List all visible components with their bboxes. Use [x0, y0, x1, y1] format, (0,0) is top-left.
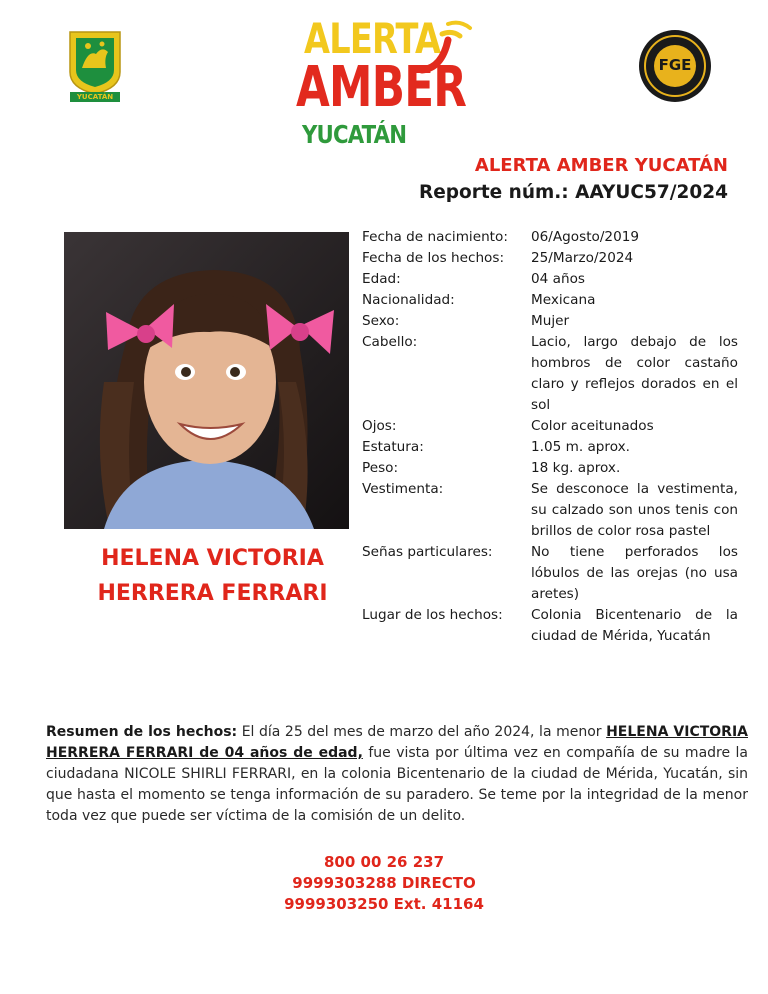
detail-row: [362, 332, 738, 416]
report-number: Reporte núm.: AAYUC57/2024: [418, 182, 728, 203]
summary-paragraph: [46, 722, 748, 827]
fge-seal-text: FGE: [658, 56, 692, 74]
detail-value: Colonia Bicentenario de la ciudad de Mérida, Yucatán: [531, 607, 738, 644]
detail-value: Color aceitunados: [531, 418, 654, 434]
detail-label: Edad:: [362, 271, 401, 287]
detail-row: [362, 269, 738, 290]
detail-row: [362, 311, 738, 332]
detail-row: [362, 542, 738, 605]
phone-extension: 9999303250 Ext. 41164: [284, 895, 484, 913]
child-name-line1: HELENA VICTORIA: [101, 546, 324, 571]
detail-label: Fecha de los hechos:: [362, 250, 505, 266]
phone-hotline: 800 00 26 237: [323, 853, 445, 871]
logo-word-amber: AMBER: [296, 55, 467, 120]
logo-word-alerta: ALERTA: [304, 14, 441, 63]
detail-value: 18 kg. aprox.: [531, 460, 621, 476]
summary-child-name: HELENA VICTORIA HERRERA FERRARI de 04 años de edad,: [46, 724, 748, 761]
signal-waves-icon: [412, 20, 474, 82]
detail-label: Lugar de los hechos:: [362, 607, 503, 623]
alerta-amber-logo: [294, 14, 474, 148]
child-photo: [64, 232, 349, 529]
fge-seal-logo: [637, 28, 713, 104]
detail-row: [362, 605, 738, 647]
phone-direct: 9999303288 DIRECTO: [292, 874, 476, 892]
yucatan-shield-logo: [66, 28, 124, 104]
detail-label: Fecha de nacimiento:: [362, 229, 508, 245]
detail-value: 1.05 m. aprox.: [531, 439, 630, 455]
detail-value: Lacio, largo debajo de los hombros de color castaño claro y reflejos dorados en el sol: [531, 334, 738, 413]
detail-value: No tiene perforados los lóbulos de las orejas (no usa aretes): [531, 544, 738, 602]
detail-label: Cabello:: [362, 334, 418, 350]
details-table: [362, 227, 738, 647]
detail-value: Se desconoce la vestimenta, su calzado son unos tenis con brillos de color rosa pastel: [531, 481, 738, 539]
child-name-line2: HERRERA FERRARI: [97, 581, 328, 606]
alert-title: ALERTA AMBER YUCATÁN: [474, 155, 728, 176]
detail-label: Estatura:: [362, 439, 424, 455]
detail-row: [362, 416, 738, 437]
detail-label: Ojos:: [362, 418, 397, 434]
detail-row: [362, 248, 738, 269]
summary-text-2: fue vista por última vez en compañía de su madre la ciudadana NICOLE SHIRLI FERRARI, en la colonia Bicentenario de la ciudad de Mérida, Yucatán, sin que hasta el momento se tenga información de su paradero. Se teme por la integridad de la menor toda vez que puede ser víctima de la comisión de un delito.: [46, 745, 748, 824]
summary-label: Resumen de los hechos:: [46, 724, 238, 740]
detail-label: Nacionalidad:: [362, 292, 455, 308]
detail-label: Señas particulares:: [362, 544, 493, 560]
detail-value: Mexicana: [531, 292, 596, 308]
detail-value: Mujer: [531, 313, 570, 329]
contact-phones: [0, 852, 768, 915]
logo-word-yucatan: YUCATÁN: [302, 120, 407, 149]
detail-label: Sexo:: [362, 313, 400, 329]
detail-row: [362, 227, 738, 248]
detail-label: Vestimenta:: [362, 481, 444, 497]
detail-row: [362, 458, 738, 479]
summary-text-1: El día 25 del mes de marzo del año 2024, la menor: [237, 724, 607, 740]
detail-label: Peso:: [362, 460, 399, 476]
yucatan-logo-text: YUCATÁN: [76, 93, 114, 101]
detail-value: 06/Agosto/2019: [531, 229, 640, 245]
detail-row: [362, 437, 738, 458]
detail-value: 25/Marzo/2024: [531, 250, 634, 266]
detail-value: 04 años: [531, 271, 585, 287]
detail-row: [362, 290, 738, 311]
detail-row: [362, 479, 738, 542]
